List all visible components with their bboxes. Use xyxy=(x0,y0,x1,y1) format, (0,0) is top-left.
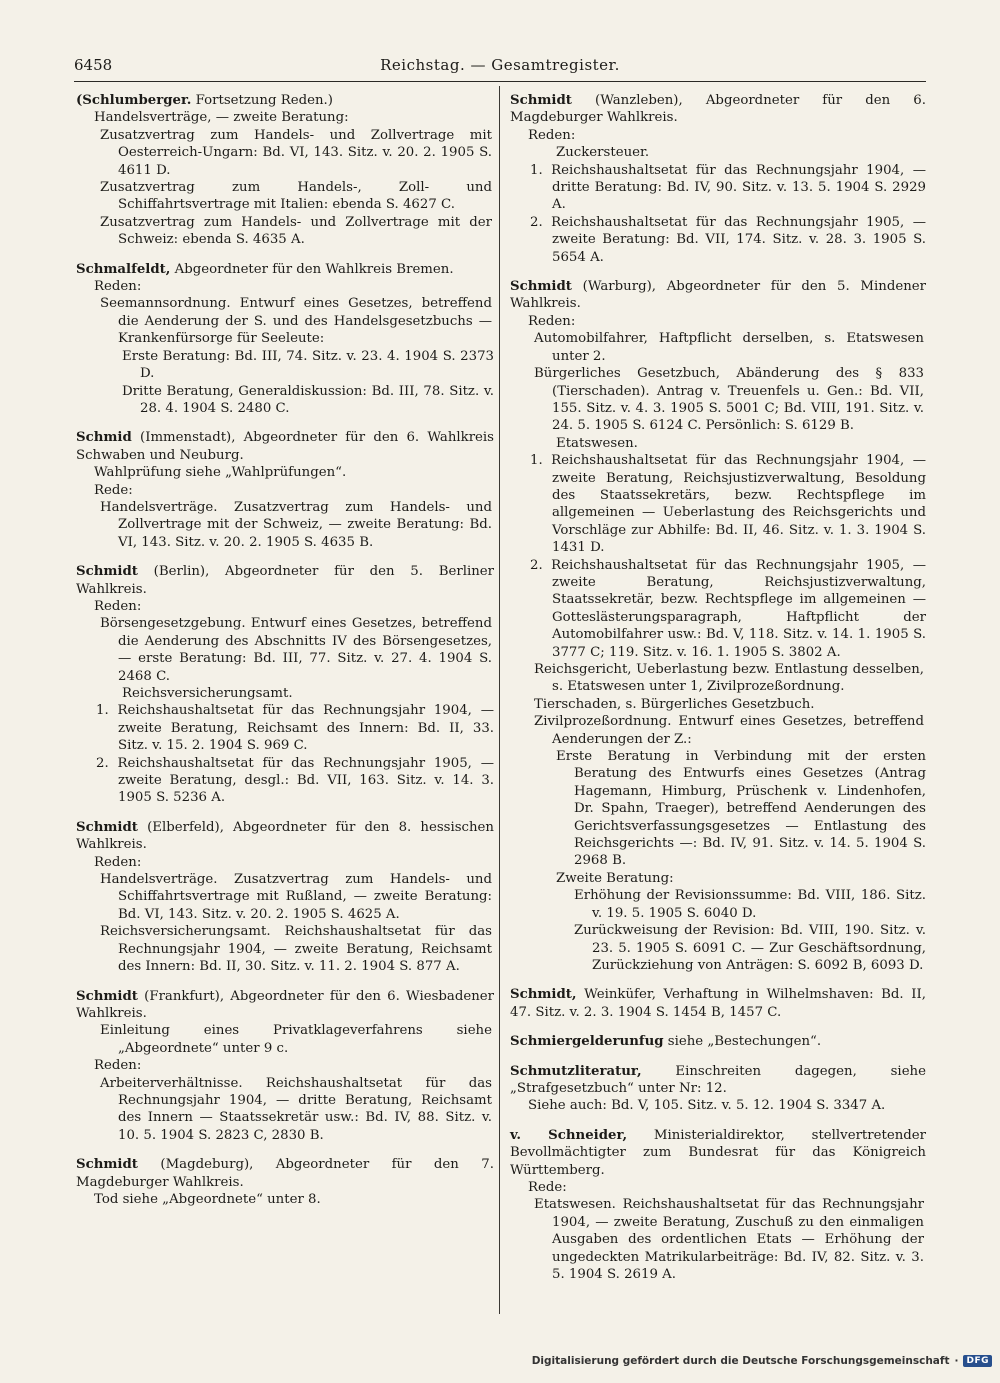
entry-subline: Dritte Beratung, Generaldiskussion: Bd. III, 78. Sitz. v. 28. 4. 1904 S. 2480 C. xyxy=(122,383,494,416)
entry-subline: Reden: xyxy=(94,598,142,614)
entry-description: (Elberfeld), Abgeordneter für den 8. hessischen Wahlkreis. xyxy=(76,819,494,853)
entry-description: Abgeordneter für den Wahlkreis Bremen. xyxy=(170,261,454,277)
index-entry xyxy=(510,1127,926,1284)
entry-subline: Etatswesen. Reichshaushaltsetat für das Rechnungsjahr 1904, — zweite Beratung, Zuschuß zu den einmaligen Ausgaben des ordentlichen Etats — Erhöhung der ungedeckten Matrikularbeiträge: Bd. IV, 82. Sitz. v. 3. 5. 1904 S. 2619 A. xyxy=(534,1197,924,1282)
entry-subline: Handelsverträge. Zusatzvertrag zum Handels- und Schiffahrtsvertrage mit Rußland, — zweite Beratung: Bd. VI, 143. Sitz. v. 20. 2. 1905 S. 4625 A. xyxy=(100,872,492,922)
entry-subline: Rede: xyxy=(94,482,133,498)
entry-subline: 2. Reichshaushaltsetat für das Rechnungsjahr 1905, — zweite Beratung: Bd. VII, 174. Sitz. v. 28. 3. 1905 S. 5654 A. xyxy=(530,214,926,265)
index-entry xyxy=(76,563,494,807)
entry-subline: Bürgerliches Gesetzbuch, Abänderung des § 833 (Tierschaden). Antrag v. Treuenfels u. Gen.: Bd. VII, 155. Sitz. v. 4. 3. 1905 S. 5001 C; Bd. VIII, 191. Sitz. v. 24. 5. 1905 S. 6124 C. Persönlich: S. 6129 B. xyxy=(534,366,924,434)
entry-subline: Wahlprüfung siehe „Wahlprüfungen“. xyxy=(94,465,347,481)
entry-heading xyxy=(76,92,494,109)
entry-name: Schmidt xyxy=(76,564,138,580)
left-column xyxy=(76,92,494,1220)
entry-name: (Schlumberger. xyxy=(76,93,192,108)
index-entry xyxy=(76,988,494,1145)
index-entry xyxy=(76,1156,494,1208)
entry-subline: Seemannsordnung. Entwurf eines Gesetzes, betreffend die Aenderung der S. und des Handelsgesetzbuchs — Krankenfürsorge für Seeleute: xyxy=(100,296,492,347)
entry-subline: Automobilfahrer, Haftpflicht derselben, s. Etatswesen unter 2. xyxy=(534,331,924,364)
entry-name: v. Schneider, xyxy=(510,1127,628,1143)
entry-name: Schmiergelderunfug xyxy=(510,1034,664,1050)
entry-heading xyxy=(76,429,494,464)
entry-description: Ministerialdirektor, stellvertretender Bevollmächtigter zum Bundesrat für das Königreich Württemberg. xyxy=(510,1127,927,1178)
entry-subline: Reichsgericht, Ueberlastung bezw. Entlastung desselben, s. Etatswesen unter 1, Zivilprozeßordnung. xyxy=(534,662,924,695)
entry-subline: Zusatzvertrag zum Handels- und Zollvertrage mit der Schweiz: ebenda S. 4635 A. xyxy=(100,214,492,248)
index-entry xyxy=(76,261,494,418)
entry-subline: 1. Reichshaushaltsetat für das Rechnungsjahr 1904, — zweite Beratung, Reichsjustizverwaltung, Besoldung des Staatssekretärs, bezw. Rechtspflege im allgemeinen — Ueberlastung des Reichsgerichts und Vorschläge zur Abhilfe: Bd. II, 46. Sitz. v. 1. 3. 1904 S. 1431 D. xyxy=(530,453,926,556)
entry-name: Schmidt xyxy=(76,819,138,835)
entry-subline: Zusatzvertrag zum Handels-, Zoll- und Schiffahrtsvertrage mit Italien: ebenda S. 4627 C. xyxy=(100,180,492,213)
entry-heading xyxy=(510,92,926,127)
entry-description: Weinküfer, Verhaftung in Wilhelmshaven: Bd. II, 47. Sitz. v. 2. 3. 1904 S. 1454 B, 1457 C. xyxy=(510,987,926,1020)
entry-heading xyxy=(510,986,926,1021)
entry-subline: Tierschaden, s. Bürgerliches Gesetzbuch. xyxy=(534,696,815,712)
footer-credit: Digitalisierung gefördert durch die Deutsche Forschungsgemeinschaft · DFG xyxy=(532,1355,992,1367)
entry-subline: 1. Reichshaushaltsetat für das Rechnungsjahr 1904, — dritte Beratung: Bd. IV, 90. Sitz. v. 13. 5. 1904 S. 2929 A. xyxy=(530,162,926,213)
header-rule xyxy=(74,81,926,82)
entry-name: Schmidt xyxy=(510,93,572,108)
entry-subline: Zweite Beratung: xyxy=(556,870,674,886)
running-title: Reichstag. — Gesamtregister. xyxy=(380,56,620,74)
entry-subline: Erste Beratung: Bd. III, 74. Sitz. v. 23. 4. 1904 S. 2373 D. xyxy=(122,348,494,382)
entry-heading xyxy=(510,278,926,313)
index-entry xyxy=(76,819,494,976)
entry-subline: Einleitung eines Privatklageverfahrens siehe „Abgeordnete“ unter 9 c. xyxy=(100,1023,492,1056)
index-entry xyxy=(76,92,494,249)
entry-subline: Reichsversicherungsamt. Reichshaushaltsetat für das Rechnungsjahr 1904, — zweite Beratung, Reichsamt des Innern: Bd. II, 30. Sitz. v. 11. 2. 1904 S. 877 A. xyxy=(100,924,492,975)
entry-name: Schmid xyxy=(76,430,132,446)
index-entry xyxy=(510,1063,926,1115)
entry-subline: 1. Reichshaushaltsetat für das Rechnungsjahr 1904, — zweite Beratung, Reichsamt des Innern: Bd. II, 33. Sitz. v. 15. 2. 1904 S. 969 C. xyxy=(96,703,494,754)
entry-name: Schmidt xyxy=(76,988,138,1004)
entry-heading xyxy=(510,1033,926,1050)
entry-subline: Zusatzvertrag zum Handels- und Zollvertrage mit Oesterreich-Ungarn: Bd. VI, 143. Sitz. v. 20. 2. 1905 S. 4611 D. xyxy=(100,127,492,178)
entry-subline: Zurückweisung der Revision: Bd. VIII, 190. Sitz. v. 23. 5. 1905 S. 6091 C. — Zur Geschäftsordnung, Zurückziehung von Anträgen: S. 6092 B, 6093 D. xyxy=(574,923,926,973)
footer-text: Digitalisierung gefördert durch die Deutsche Forschungsgemeinschaft xyxy=(531,1355,950,1367)
entry-name: Schmutzliteratur, xyxy=(510,1063,642,1079)
entry-subline: Börsengesetzgebung. Entwurf eines Gesetzes, betreffend die Aenderung des Abschnitts IV des Börsengesetzes, — erste Beratung: Bd. III, 77. Sitz. v. 27. 4. 1904 S. 2468 C. xyxy=(100,616,492,684)
entry-subline: Tod siehe „Abgeordnete“ unter 8. xyxy=(94,1191,321,1207)
entry-description: Einschreiten dagegen, siehe „Strafgesetzbuch“ unter Nr: 12. xyxy=(510,1063,926,1096)
entry-heading xyxy=(76,988,494,1023)
entry-description: Fortsetzung Reden.) xyxy=(191,93,333,108)
entry-description: (Magdeburg), Abgeordneter für den 7. Magdeburger Wahlkreis. xyxy=(76,1157,494,1190)
entry-subline: Arbeiterverhältnisse. Reichshaushaltsetat für das Rechnungsjahr 1904, — dritte Beratung, Reichsamt des Innern — Staatssekretär usw.: Bd. IV, 88. Sitz. v. 10. 5. 1904 S. 2823 C, 2830 B. xyxy=(100,1075,492,1143)
entry-heading xyxy=(76,261,494,278)
entry-description: (Immenstadt), Abgeordneter für den 6. Wahlkreis Schwaben und Neuburg. xyxy=(76,430,494,463)
entry-name: Schmidt xyxy=(510,279,572,295)
entry-subline: Handelsverträge, — zweite Beratung: xyxy=(94,110,349,126)
entry-subline: Reden: xyxy=(528,127,576,143)
entry-heading xyxy=(76,819,494,854)
page-number: 6458 xyxy=(74,56,113,74)
entry-name: Schmidt, xyxy=(510,987,577,1003)
entry-subline: Reden: xyxy=(94,854,142,870)
entry-subline: Reichsversicherungsamt. xyxy=(122,686,293,701)
index-entry xyxy=(510,278,926,974)
entry-heading xyxy=(510,1063,926,1098)
entry-description: (Wanzleben), Abgeordneter für den 6. Magdeburger Wahlkreis. xyxy=(510,93,926,126)
index-entry xyxy=(510,92,926,266)
entry-subline: Zivilprozeßordnung. Entwurf eines Gesetzes, betreffend Aenderungen der Z.: xyxy=(534,714,924,747)
entry-heading xyxy=(510,1127,926,1179)
entry-subline: Zuckersteuer. xyxy=(556,145,650,161)
column-divider xyxy=(499,86,500,1314)
index-entry xyxy=(510,986,926,1021)
index-entry xyxy=(76,429,494,551)
entry-subline: 2. Reichshaushaltsetat für das Rechnungsjahr 1905, — zweite Beratung, Reichsjustizverwaltung, Staatssekretär, bezw. Rechtspflege im allgemeinen — Gotteslästerungsparagraph, Haftpflicht der Automobilfahrer usw.: Bd. V, 118. Sitz. v. 14. 1. 1905 S. 3777 C; 119. Sitz. v. 16. 1. 1905 S. 3802 A. xyxy=(530,557,926,660)
entry-description: (Warburg), Abgeordneter für den 5. Mindener Wahlkreis. xyxy=(510,279,926,312)
entry-name: Schmalfeldt, xyxy=(76,261,171,277)
entry-description: (Frankfurt), Abgeordneter für den 6. Wiesbadener Wahlkreis. xyxy=(76,988,494,1021)
entry-subline: Reden: xyxy=(528,313,576,329)
entry-subline: Reden: xyxy=(94,1058,142,1074)
entry-subline: Erste Beratung in Verbindung mit der ersten Beratung des Entwurfs eines Gesetzes (Antrag Hagemann, Himburg, Prüschenk v. Lindenhofen, Dr. Spahn, Traeger), betreffend Aenderungen des Gerichtsverfassungsgesetzes — Entlastung des Reichsgerichts —: Bd. IV, 91. Sitz. v. 14. 5. 1904 S. 2968 B. xyxy=(556,749,926,869)
entry-name: Schmidt xyxy=(76,1157,138,1173)
entry-subline: Erhöhung der Revisionssumme: Bd. VIII, 186. Sitz. v. 19. 5. 1905 S. 6040 D. xyxy=(574,888,926,921)
page-header xyxy=(74,56,926,80)
entry-heading xyxy=(76,1156,494,1191)
right-column xyxy=(510,92,926,1295)
entry-subline: Siehe auch: Bd. V, 105. Sitz. v. 5. 12. 1904 S. 3347 A. xyxy=(528,1098,886,1114)
entry-subline: 2. Reichshaushaltsetat für das Rechnungsjahr 1905, — zweite Beratung, desgl.: Bd. VII, 163. Sitz. v. 14. 3. 1905 S. 5236 A. xyxy=(96,755,494,806)
entry-description: (Berlin), Abgeordneter für den 5. Berliner Wahlkreis. xyxy=(76,564,494,597)
index-entry xyxy=(510,1033,926,1050)
entry-heading xyxy=(76,563,494,598)
entry-subline: Etatswesen. xyxy=(556,435,638,451)
entry-subline: Handelsverträge. Zusatzvertrag zum Handels- und Zollvertrage mit der Schweiz, — zweite Beratung: Bd. VI, 143. Sitz. v. 20. 2. 1905 S. 4635 B. xyxy=(100,499,492,550)
dfg-logo: DFG xyxy=(963,1355,992,1367)
entry-subline: Rede: xyxy=(528,1179,567,1195)
entry-subline: Reden: xyxy=(94,279,142,295)
entry-description: siehe „Bestechungen“. xyxy=(663,1034,822,1050)
